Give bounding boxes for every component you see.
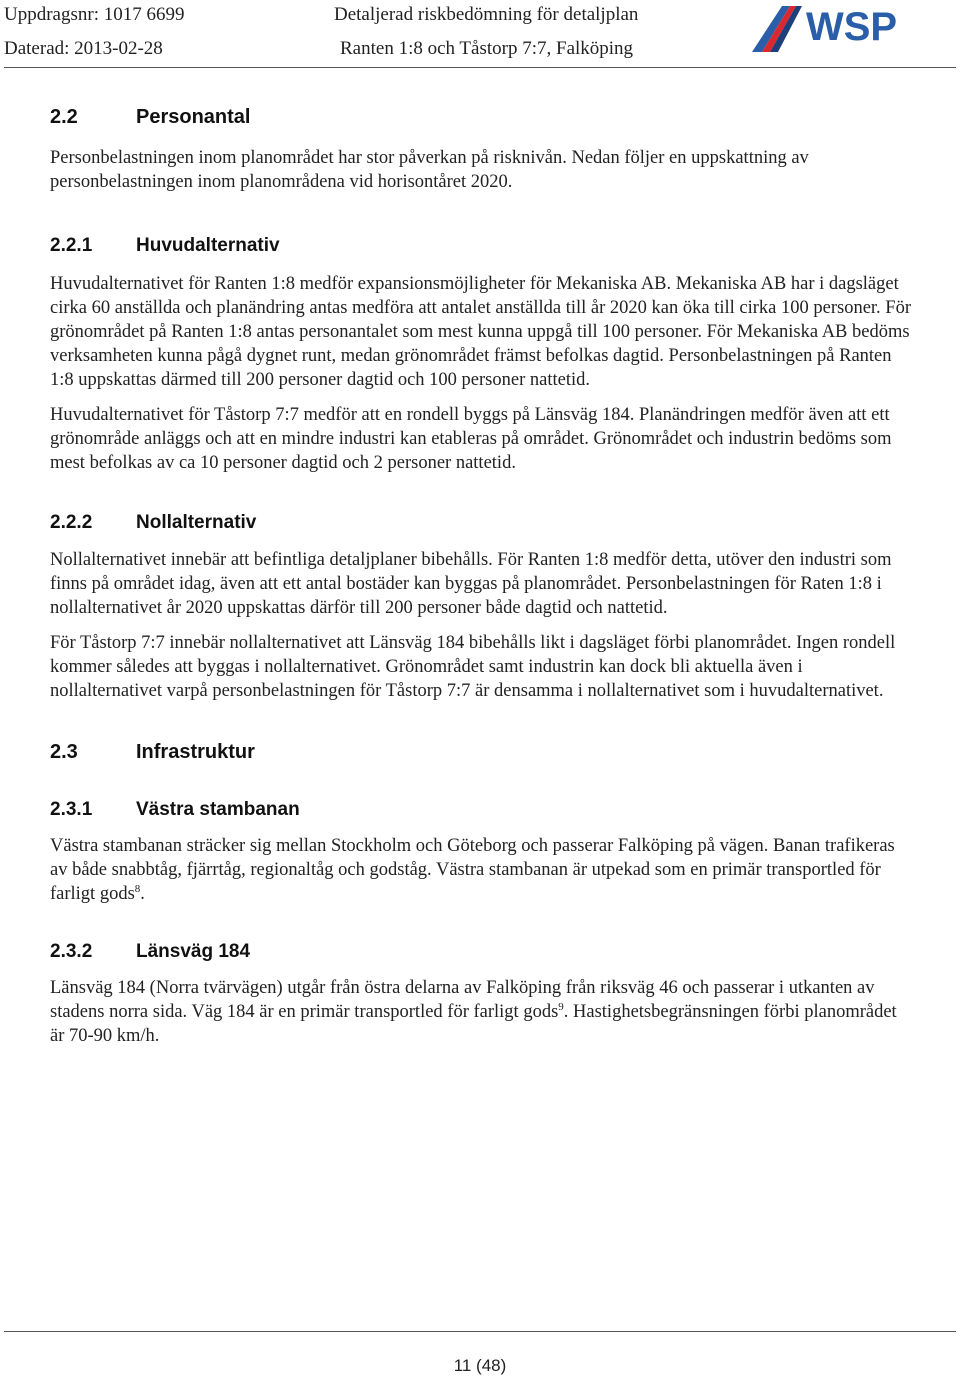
section-number: 2.2.2	[50, 512, 93, 533]
heading-2-2	[50, 104, 912, 130]
page-header	[0, 0, 960, 68]
section-title: Nollalternativ	[136, 512, 257, 533]
paragraph-text: Länsväg 184 (Norra tvärvägen) utgår från östra delarna av Falköping från riksväg 46 och passerar i utkanten av stadens norra sida. Väg 184 är en primär transportled för farligt gods	[50, 978, 875, 1022]
date: Daterad: 2013-02-28	[4, 38, 163, 59]
footer-divider	[4, 1331, 956, 1332]
logo-text: WSP	[806, 5, 898, 49]
footnote-ref: 9	[558, 1001, 564, 1013]
paragraph-text: Västra stambanan sträcker sig mellan Stockholm och Göteborg och passerar Falköping på vägen. Banan trafikeras av både snabbtåg, fjärrtåg, regionaltåg och godståg. Västra stambanan är utpekad som en primär transportled för farligt gods	[50, 836, 895, 904]
section-number: 2.2	[50, 106, 78, 128]
section-title: Länsväg 184	[136, 941, 251, 962]
paragraph-end: .	[140, 884, 145, 904]
heading-2-2-2	[50, 511, 912, 535]
paragraph	[50, 976, 912, 1048]
paragraph-text-cont: . Hastighetsbegränsningen förbi planområdet är 70-90 km/h.	[50, 1002, 897, 1046]
heading-2-3-1	[50, 798, 912, 822]
section-number: 2.3.2	[50, 941, 93, 962]
heading-2-2-1	[50, 234, 912, 258]
page-number: 11 (48)	[453, 1356, 507, 1375]
wsp-logo	[746, 2, 916, 58]
paragraph: Huvudalternativet för Tåstorp 7:7 medför att en rondell byggs på Länsväg 184. Planändringen medför även att ett grönområde anläggs och att en mindre industri kan etableras på området. Grönområdet och industrin bedöms som mest befolkas av ca 10 personer dagtid och 2 personer nattetid.	[50, 405, 892, 473]
paragraph: Nollalternativet innebär att befintliga detaljplaner bibehålls. För Ranten 1:8 medför detta, utöver den industri som finns på området idag, även att ett antal bostäder kan byggas på planområdet. Personbelastningen för Raten 1:8 i nollalternativet år 2020 uppskattas därför till 200 personer både dagtid och nattetid.	[50, 550, 892, 618]
document-subtitle: Ranten 1:8 och Tåstorp 7:7, Falköping	[340, 38, 634, 59]
paragraph	[50, 834, 912, 906]
section-number: 2.3.1	[50, 799, 93, 820]
section-title: Västra stambanan	[136, 799, 300, 820]
footnote-ref: 8	[134, 883, 141, 895]
heading-2-3-2	[50, 940, 912, 964]
section-title: Personantal	[136, 106, 251, 128]
header-divider	[4, 67, 956, 68]
paragraph: Huvudalternativet för Ranten 1:8 medför expansionsmöjligheter för Mekaniska AB. Mekaniska AB har i dagsläget cirka 60 anställda och planändring antas medföra att antalet anställda till år 2020 kan öka till cirka 100 personer. För grönområdet på Ranten 1:8 antas personantalet som mest kunna uppgå till 100 personer. För Mekaniska AB bedöms verksamheten kunna pågå dygnet runt, medan grönområdet främst befolkas dagtid. Personbelastningen på Ranten 1:8 uppskattas därmed till 200 personer dagtid och 100 personer nattetid.	[50, 274, 911, 390]
paragraph: För Tåstorp 7:7 innebär nollalternativet att Länsväg 184 bibehålls likt i dagsläget förbi planområdet. Ingen rondell kommer således att byggas i nollalternativet. Grönområdet samt industrin kan dock bli aktuella även i nollalternativet varpå personbelastningen för Tåstorp 7:7 är densamma i nollalternativet som i huvudalternativet.	[50, 633, 896, 701]
section-number: 2.2.1	[50, 235, 93, 256]
paragraph: Personbelastningen inom planområdet har stor påverkan på risknivån. Nedan följer en uppskattning av personbelastningen inom planområdena vid horisontåret 2020.	[50, 148, 809, 192]
heading-2-3	[50, 739, 912, 765]
section-title: Infrastruktur	[136, 741, 255, 763]
section-title: Huvudalternativ	[136, 235, 280, 256]
assignment-number: Uppdragsnr: 1017 6699	[4, 4, 185, 25]
document-title: Detaljerad riskbedömning för detaljplan	[334, 4, 639, 25]
section-number: 2.3	[50, 741, 78, 763]
page-content	[50, 100, 912, 1048]
